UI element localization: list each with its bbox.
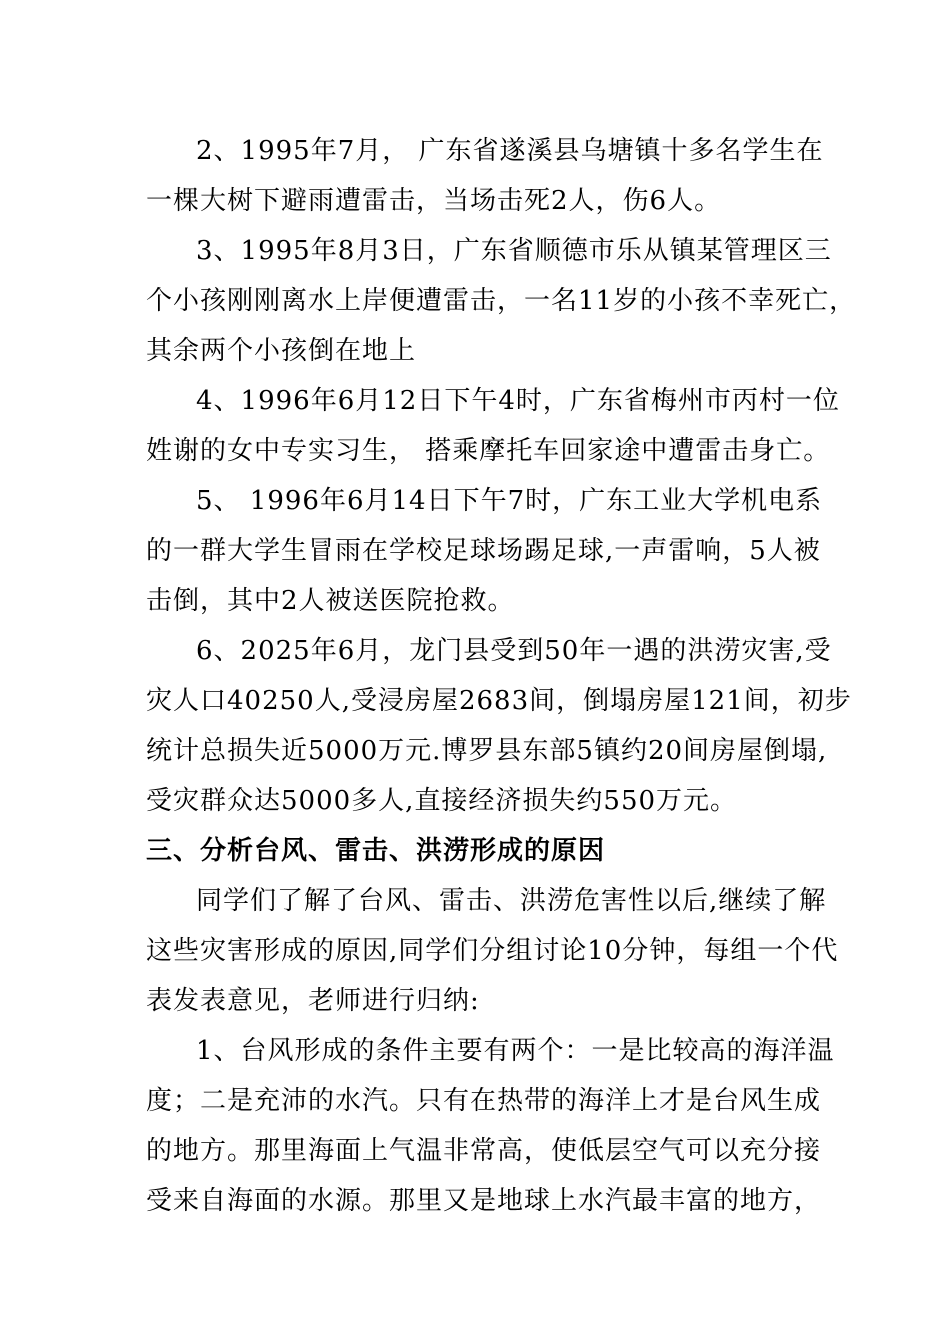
intro-line-2: 这些灾害形成的原因,同学们分组讨论10分钟，每组一个代 — [146, 936, 839, 966]
typhoon-line-1: 1、台风形成的条件主要有两个：一是比较高的海洋温 — [196, 1036, 835, 1066]
paragraph-3-line-1: 3、1995年8月3日，广东省顺德市乐从镇某管理区三 — [196, 236, 832, 266]
paragraph-2-line-1: 2、1995年7月， 广东省遂溪县乌塘镇十多名学生在 — [196, 136, 824, 166]
paragraph-2-line-2: 一棵大树下避雨遭雷击，当场击死2人，伤6人。 — [146, 186, 722, 216]
paragraph-5-line-2: 的一群大学生冒雨在学校足球场踢足球,一声雷响，5人被 — [146, 536, 821, 566]
paragraph-4-line-1: 4、1996年6月12日下午4时，广东省梅州市丙村一位 — [196, 386, 840, 416]
typhoon-line-3: 的地方。那里海面上气温非常高，使低层空气可以充分接 — [146, 1136, 822, 1166]
typhoon-line-4: 受来自海面的水源。那里又是地球上水汽最丰富的地方， — [146, 1186, 822, 1216]
paragraph-3-line-3: 其余两个小孩倒在地上 — [146, 336, 417, 366]
paragraph-6-line-2: 灾人口40250人,受浸房屋2683间，倒塌房屋121间，初步 — [146, 686, 852, 716]
intro-line-1: 同学们了解了台风、雷击、洪涝危害性以后,继续了解 — [196, 886, 827, 916]
paragraph-6-line-3: 统计总损失近5000万元.博罗县东部5镇约20间房屋倒塌, — [146, 736, 828, 766]
paragraph-4-line-2: 姓谢的女中专实习生， 搭乘摩托车回家途中遭雷击身亡。 — [146, 436, 831, 466]
section-heading: 三、分析台风、雷击、洪涝形成的原因 — [146, 836, 606, 866]
paragraph-6-line-1: 6、2025年6月，龙门县受到50年一遇的洪涝灾害,受 — [196, 636, 832, 666]
intro-line-3: 表发表意见，老师进行归纳: — [146, 986, 480, 1016]
paragraph-5-line-3: 击倒，其中2人被送医院抢救。 — [146, 586, 515, 616]
paragraph-6-line-4: 受灾群众达5000多人,直接经济损失约550万元。 — [146, 786, 738, 816]
paragraph-5-line-1: 5、 1996年6月14日下午7时，广东工业大学机电系 — [196, 486, 823, 516]
paragraph-3-line-2: 个小孩刚刚离水上岸便遭雷击，一名11岁的小孩不幸死亡， — [146, 286, 857, 316]
typhoon-line-2: 度；二是充沛的水汽。只有在热带的海洋上才是台风生成 — [146, 1086, 822, 1116]
